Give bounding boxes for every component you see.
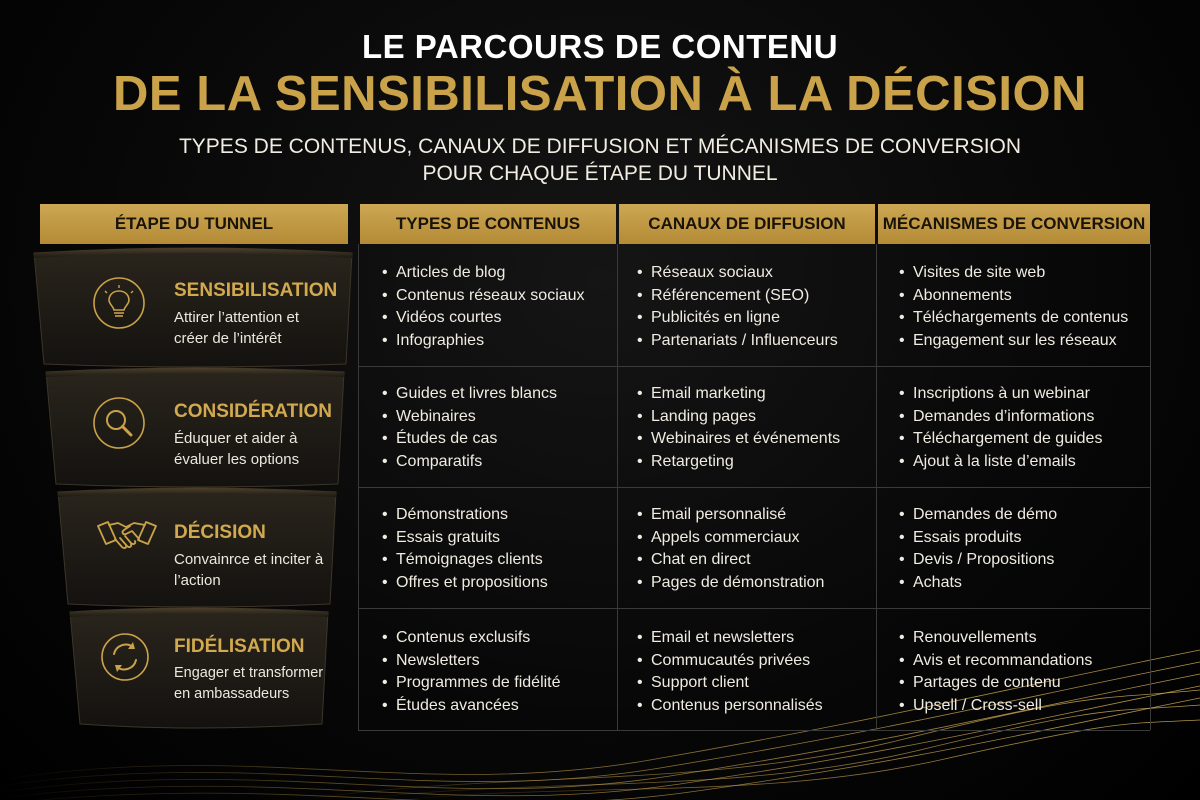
list-item: • Essais produits — [899, 527, 1057, 550]
list-item: • Engagement sur les réseaux — [899, 330, 1128, 353]
list-item: • Études avancées — [382, 695, 561, 718]
column-header-stage: ÉTAPE DU TUNNEL — [40, 204, 348, 244]
list-item: • Demandes d’informations — [899, 406, 1102, 429]
list-item: • Email et newsletters — [637, 627, 823, 650]
list-item: • Contenus personnalisés — [637, 695, 823, 718]
list-item: • Contenus réseaux sociaux — [382, 285, 585, 308]
stage-title: DÉCISION — [174, 522, 266, 543]
list-item: • Renouvellements — [899, 627, 1092, 650]
content-types-list — [382, 504, 548, 594]
stage-description: Éduquer et aider à évaluer les options — [174, 430, 300, 468]
list-item: • Démonstrations — [382, 504, 548, 527]
list-item: • Support client — [637, 672, 823, 695]
list-item: • Partenariats / Influenceurs — [637, 330, 838, 353]
list-item: • Appels commerciaux — [637, 527, 824, 550]
list-item: • Newsletters — [382, 650, 561, 673]
content-types-list — [382, 262, 585, 352]
list-item: • Témoignages clients — [382, 549, 548, 572]
list-item: • Avis et recommandations — [899, 650, 1092, 673]
list-item: • Upsell / Cross-sell — [899, 695, 1092, 718]
channels-list — [637, 383, 840, 473]
column-header-content-types: TYPES DE CONTENUS — [360, 204, 616, 244]
refresh-cycle-icon — [100, 632, 150, 682]
stage-description: Engager et transformer en ambassadeurs — [174, 665, 324, 702]
list-item: • Landing pages — [637, 406, 840, 429]
list-item: • Guides et livres blancs — [382, 383, 557, 406]
list-item: • Offres et propositions — [382, 572, 548, 595]
list-item: • Visites de site web — [899, 262, 1128, 285]
list-item: • Achats — [899, 572, 1057, 595]
column-header-conversion: MÉCANISMES DE CONVERSION — [878, 204, 1150, 244]
list-item: • Pages de démonstration — [637, 572, 824, 595]
list-item: • Téléchargements de contenus — [899, 307, 1128, 330]
handshake-icon — [96, 514, 158, 558]
list-item: • Commucautés privées — [637, 650, 823, 673]
stage-description: Attirer l’attention et créer de l’intérêt — [174, 309, 300, 347]
list-item: • Comparatifs — [382, 451, 557, 474]
list-item: • Inscriptions à un webinar — [899, 383, 1102, 406]
channels-list — [637, 262, 838, 352]
list-item: • Référencement (SEO) — [637, 285, 838, 308]
list-item: • Email personnalisé — [637, 504, 824, 527]
list-item: • Webinaires — [382, 406, 557, 429]
column-header-channels: CANAUX DE DIFFUSION — [619, 204, 875, 244]
list-item: • Abonnements — [899, 285, 1128, 308]
subtitle-line-2: POUR CHAQUE ÉTAPE DU TUNNEL — [422, 162, 778, 185]
stage-title: SENSIBILISATION — [174, 280, 338, 301]
list-item: • Vidéos courtes — [382, 307, 585, 330]
content-types-list — [382, 383, 557, 473]
list-item: • Infographies — [382, 330, 585, 353]
conversion-list — [899, 383, 1102, 473]
conversion-list — [899, 627, 1092, 717]
list-item: • Demandes de démo — [899, 504, 1057, 527]
page-headline: DE LA SENSIBILISATION À LA DÉCISION — [113, 67, 1087, 121]
lightbulb-icon — [92, 276, 146, 330]
list-item: • Webinaires et événements — [637, 428, 840, 451]
conversion-list — [899, 504, 1057, 594]
list-item: • Essais gratuits — [382, 527, 548, 550]
list-item: • Études de cas — [382, 428, 557, 451]
list-item: • Chat en direct — [637, 549, 824, 572]
subtitle-line-1: TYPES DE CONTENUS, CANAUX DE DIFFUSION ET MÉCANISMES DE CONVERSION — [178, 135, 1022, 158]
conversion-list — [899, 262, 1128, 352]
list-item: • Email marketing — [637, 383, 840, 406]
list-item: • Contenus exclusifs — [382, 627, 561, 650]
page-title: LE PARCOURS DE CONTENU — [361, 28, 839, 65]
channels-list — [637, 627, 823, 717]
list-item: • Téléchargement de guides — [899, 428, 1102, 451]
stage-title: FIDÉLISATION — [174, 636, 305, 657]
list-item: • Ajout à la liste d’emails — [899, 451, 1102, 474]
list-item: • Programmes de fidélité — [382, 672, 561, 695]
list-item: • Publicités en ligne — [637, 307, 838, 330]
stage-description: Convainrce et inciter à l’action — [174, 551, 324, 589]
list-item: • Partages de contenu — [899, 672, 1092, 695]
list-item: • Devis / Propositions — [899, 549, 1057, 572]
stage-title: CONSIDÉRATION — [174, 401, 332, 422]
magnifier-icon — [92, 396, 146, 450]
channels-list — [637, 504, 824, 594]
content-types-list — [382, 627, 561, 717]
list-item: • Retargeting — [637, 451, 840, 474]
list-item: • Articles de blog — [382, 262, 585, 285]
list-item: • Réseaux sociaux — [637, 262, 838, 285]
